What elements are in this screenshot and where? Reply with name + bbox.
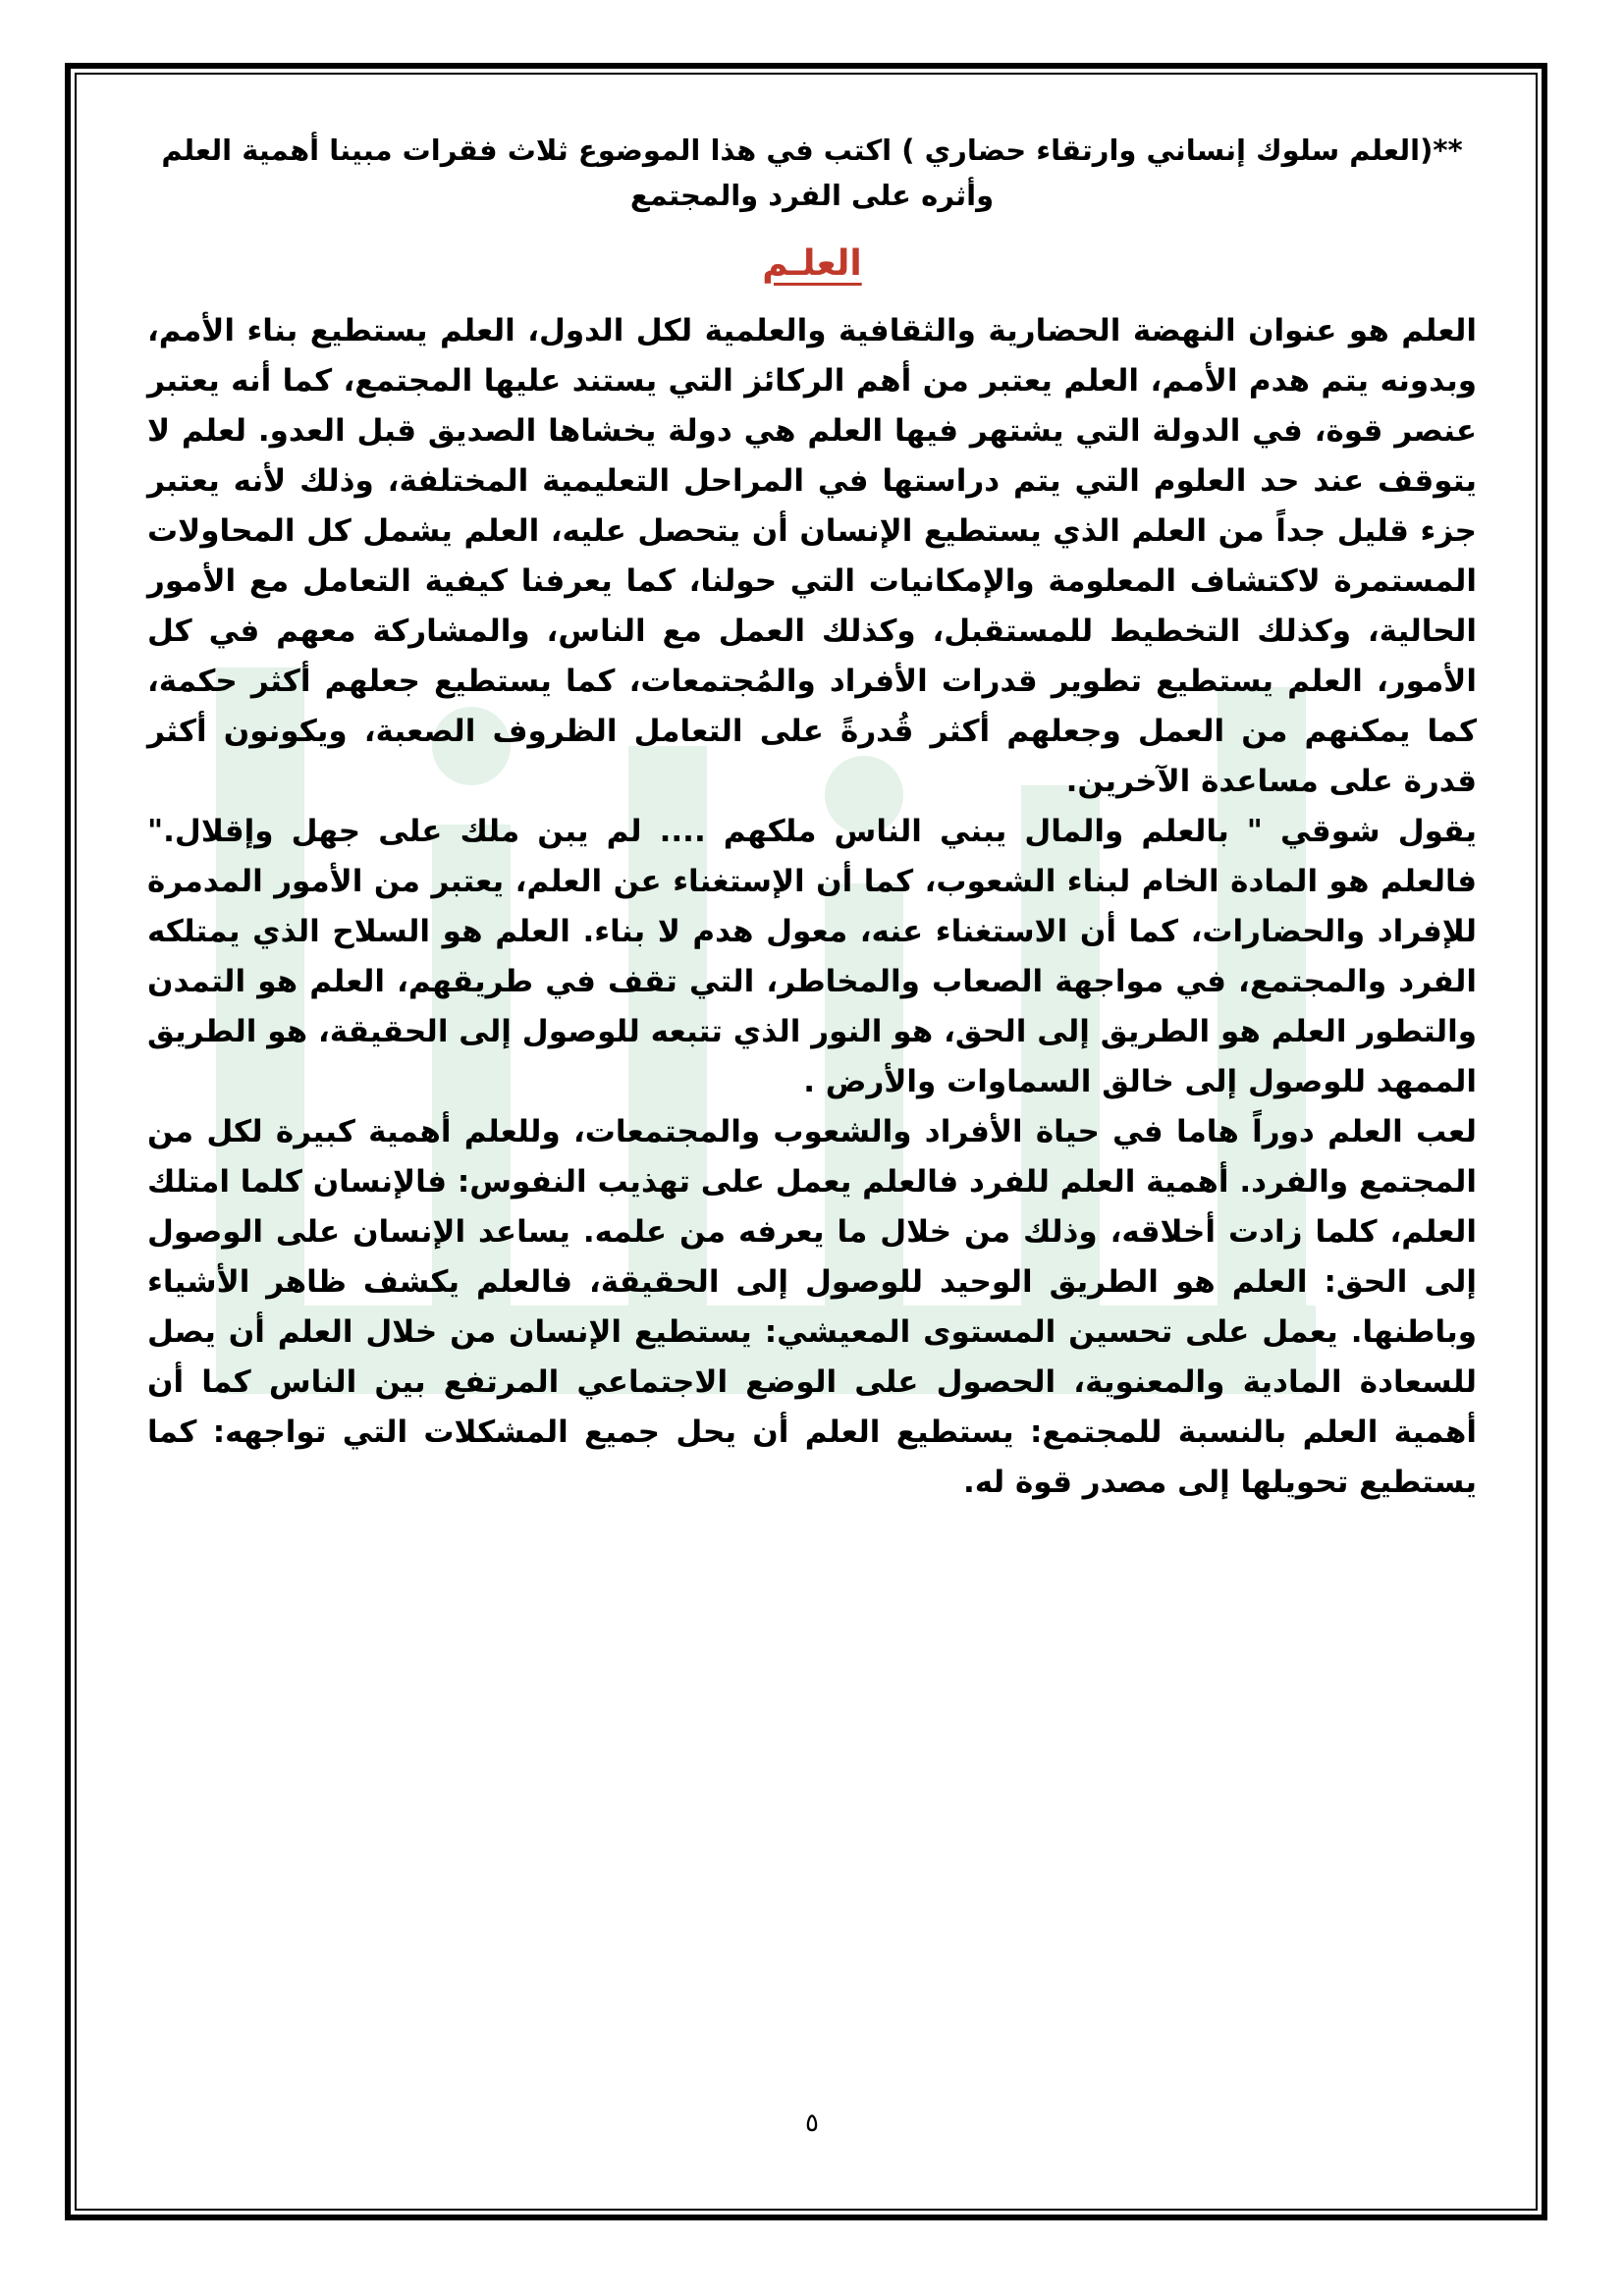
essay-paragraph-3: لعب العلم دوراً هاما في حياة الأفراد والشعوب والمجتمعات، وللعلم أهمية كبيرة لكل من المجتمع والفرد. أهمية العلم للفرد فالعلم يعمل على تهذيب النفوس: فالإنسان كلما امتلك العلم، كلما زادت أخلاقه، وذلك من خلال ما يعرفه من علمه. يساعد الإنسان على الوصول إلى الحق: العلم هو الطريق الوحيد للوصول إلى الحقيقة، فالعلم يكشف ظاهر الأشياء وباطنها. يعمل على تحسين المستوى المعيشي: يستطيع الإنسان من خلال العلم أن يصل للسعادة المادية والمعنوية، الحصول على الوضع الاجتماعي المرتفع بين الناس كما أن أهمية العلم بالنسبة للمجتمع: يستطيع العلم أن يحل جميع المشكلات التي تواجهه: كما يستطيع تحويلها إلى مصدر قوة له.: [147, 1114, 1477, 1500]
essay-title-text: العلـم: [762, 243, 862, 284]
assignment-prompt: **(العلم سلوك إنساني وارتقاء حضاري ) اكتب في هذا الموضوع ثلاث فقرات مبينا أهمية العلم وأثره على الفرد والمجتمع: [161, 133, 1463, 212]
essay-paragraph-2: يقول شوقي " بالعلم والمال يبني الناس ملكهم .... لم يبن ملك على جهل وإقلال." فالعلم هو المادة الخام لبناء الشعوب، كما أن الإستغناء عن العلم، يعتبر من الأمور المدمرة للإفراد والحضارات، كما أن الاستغناء عنه، معول هدم لا بناء. العلم هو السلاح الذي يمتلكه الفرد والمجتمع، في مواجهة الصعاب والمخاطر، التي تقف في طريقهم، العلم هو التمدن والتطور العلم هو الطريق إلى الحق، هو النور الذي تتبعه للوصول إلى الحقيقة، هو الطريق الممهد للوصول إلى خالق السماوات والأرض .: [147, 814, 1477, 1099]
essay-title: [147, 240, 1477, 289]
document-body: [147, 128, 1477, 1508]
page-number: ٥: [805, 2109, 819, 2138]
essay-paragraph-1: العلم هو عنوان النهضة الحضارية والثقافية والعلمية لكل الدول، العلم يستطيع بناء الأمم، وبدونه يتم هدم الأمم، العلم يعتبر من أهم الركائز التي يستند عليها المجتمع، كما أنه يعتبر عنصر قوة، في الدولة التي يشتهر فيها العلم هي دولة يخشاها الصديق قبل العدو. لعلم لا يتوقف عند حد العلوم التي يتم دراستها في المراحل التعليمية المختلفة، وذلك لأنه يعتبر جزء قليل جداً من العلم الذي يستطيع الإنسان أن يتحصل عليه، العلم يشمل كل المحاولات المستمرة لاكتشاف المعلومة والإمكانيات التي حولنا، كما يعرفنا كيفية التعامل مع الأمور الحالية، وكذلك التخطيط للمستقبل، وكذلك العمل مع الناس، والمشاركة معهم في كل الأمور، العلم يستطيع تطوير قدرات الأفراد والمُجتمعات، كما يستطيع جعلهم أكثر حكمة، كما يمكنهم من العمل وجعلهم أكثر قُدرةً على التعامل الظروف الصعبة، ويكونون أكثر قدرة على مساعدة الآخرين.: [147, 313, 1477, 799]
